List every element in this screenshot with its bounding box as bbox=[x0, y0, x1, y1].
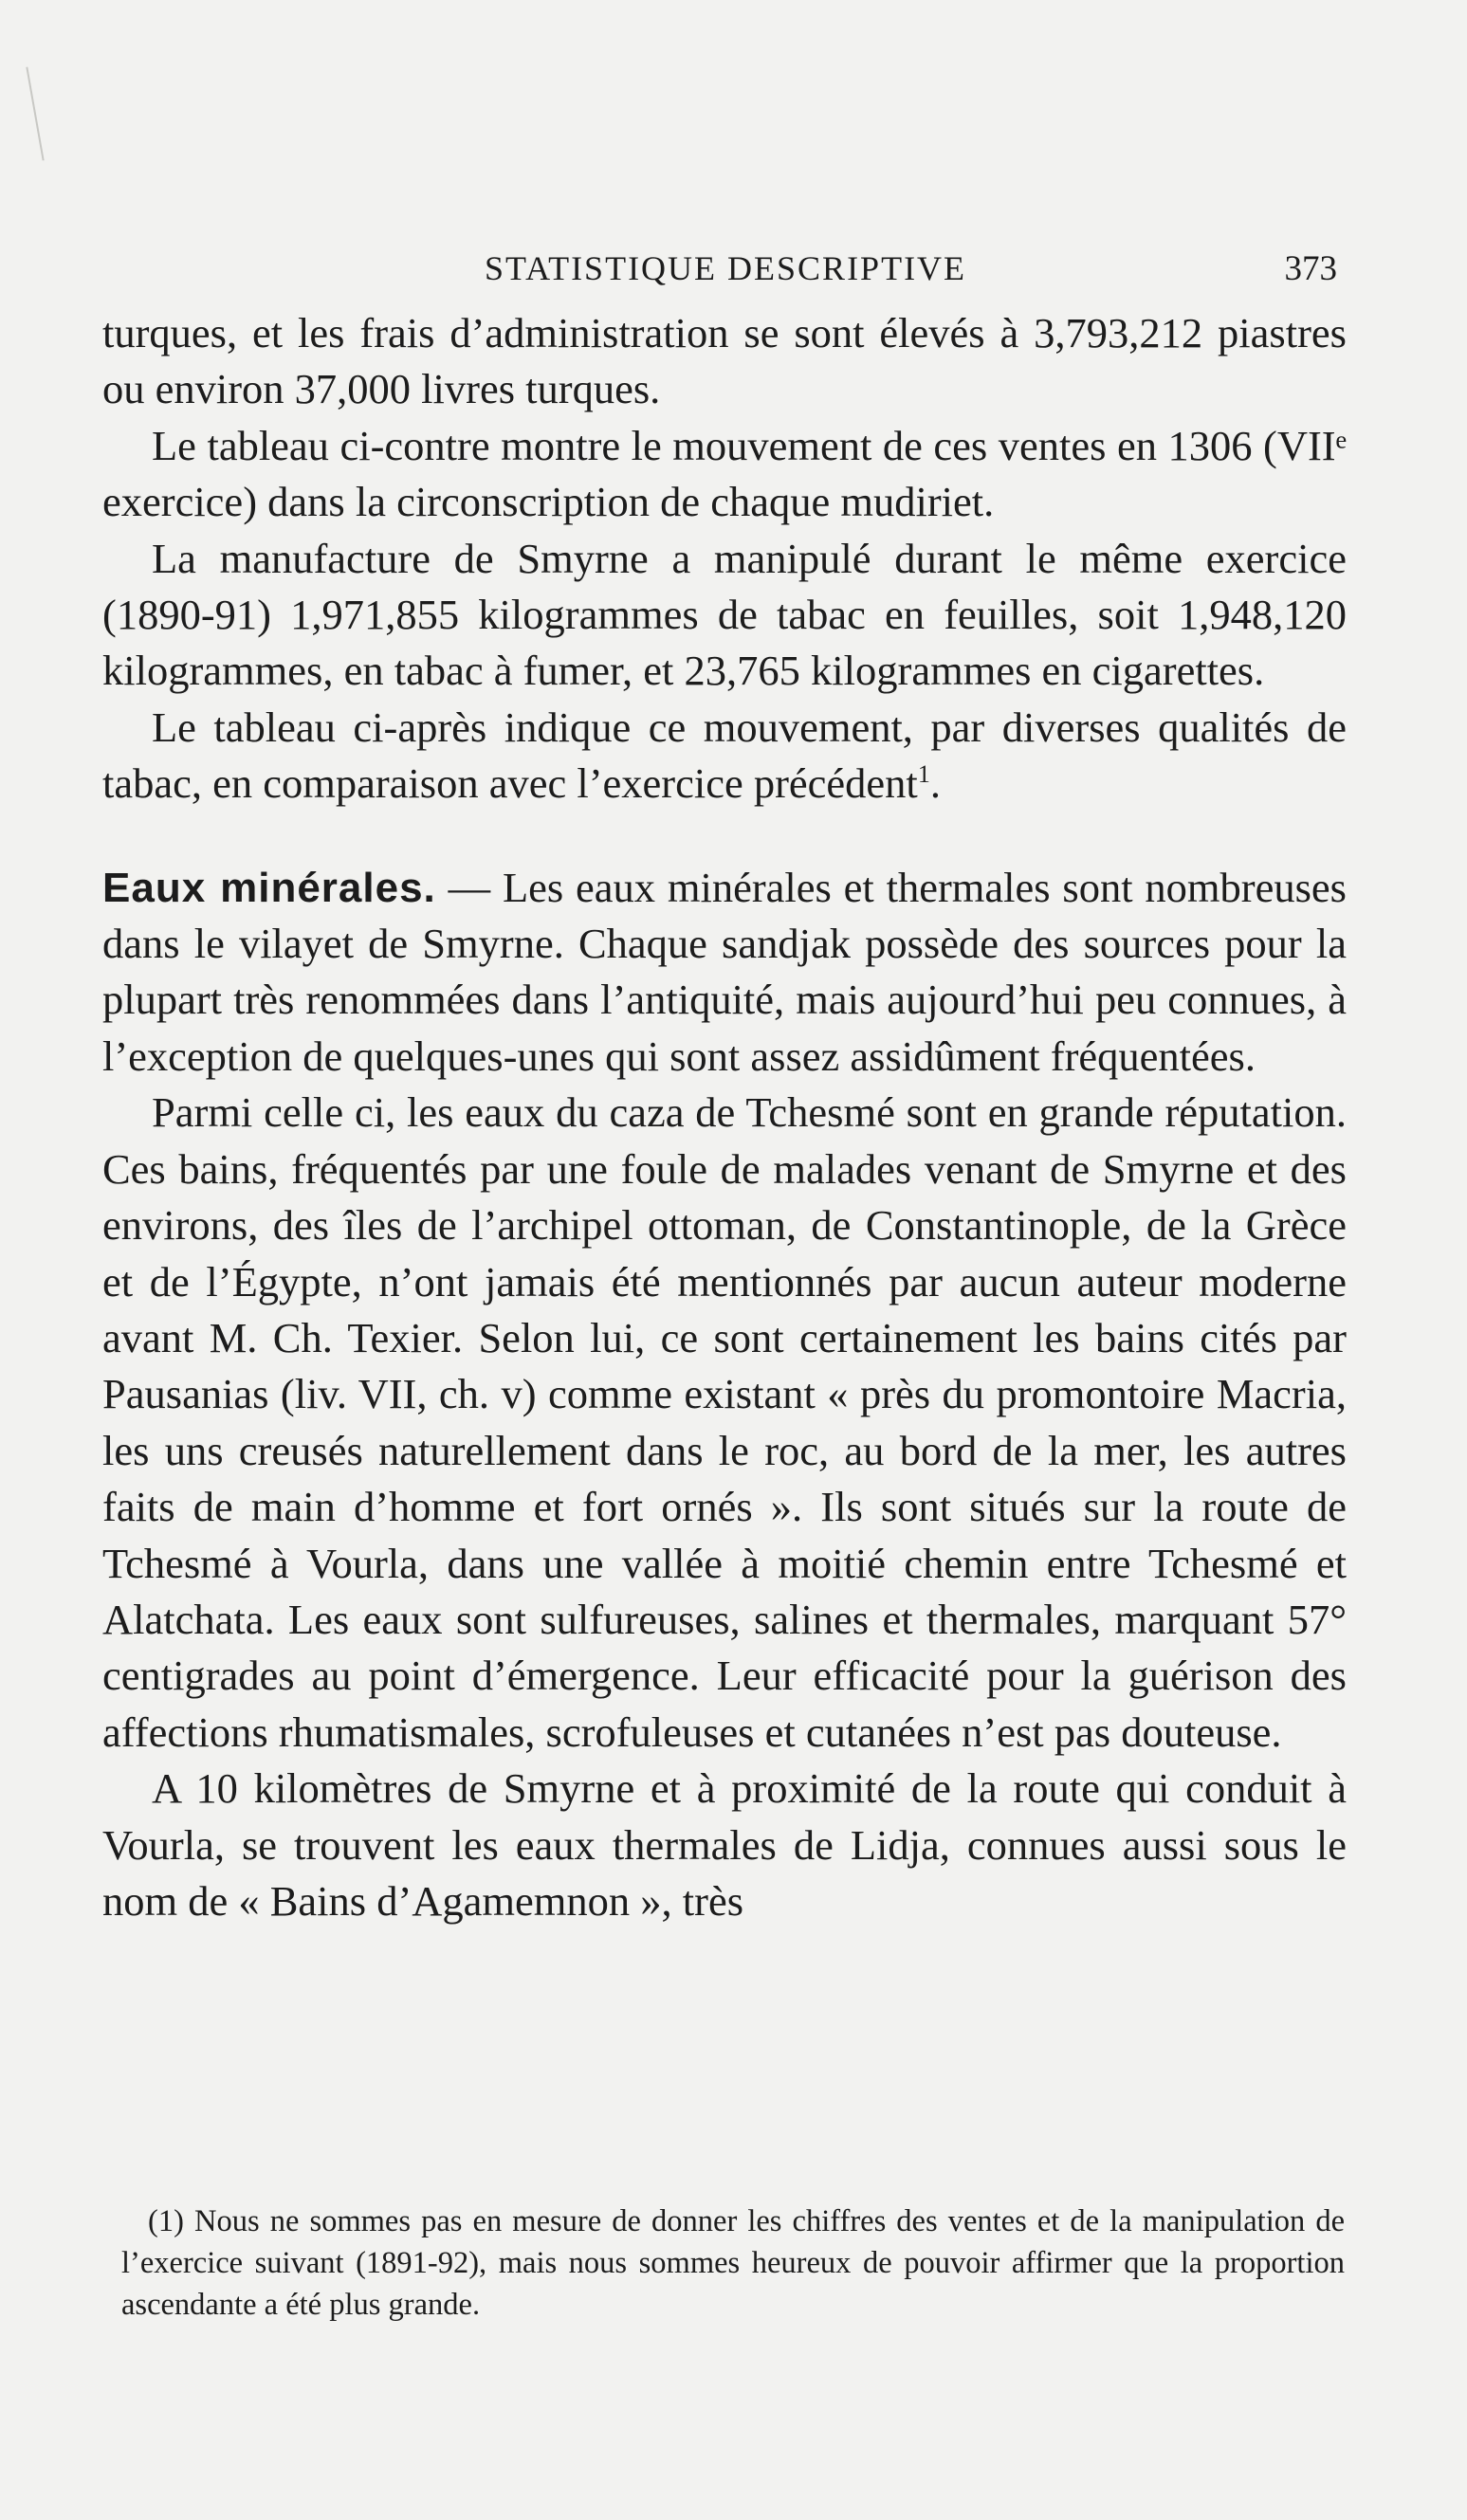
paragraph-5 bbox=[102, 860, 1347, 1086]
margin-mark bbox=[26, 67, 44, 161]
paragraph-5-text: — Les eaux minérales et thermales sont nombreuses dans le vilayet de Smyrne. Chaque sandjak possède des sources pour la plupart très renommées dans l’antiquité, mais aujourd’hui peu connues, à l’exception de quelques-unes qui sont assez assidûment fréquentées. bbox=[102, 863, 1347, 1080]
running-title: STATISTIQUE DESCRIPTIVE bbox=[484, 249, 967, 287]
page-number: 373 bbox=[1284, 249, 1337, 288]
body-text bbox=[102, 305, 1347, 1929]
running-head bbox=[104, 248, 1347, 296]
paragraph-6: Parmi celle ci, les eaux du caza de Tchesmé sont en grande réputation. Ces bains, fréquentés par une foule de malades venant de Smyrne et des environs, des îles de l’archipel ottoman, de Constantinople, de la Grèce et de l’Égypte, n’ont jamais été mentionnés par aucun auteur moderne avant M. Ch. Texier. Selon lui, ce sont certainement les bains cités par Pausanias (liv. VII, ch. v) comme existant « près du promontoire Macria, les uns creusés naturellement dans le roc, au bord de la mer, les autres faits de main d’homme et fort ornés ». Ils sont situés sur la route de Tchesmé à Vourla, dans une vallée à moitié chemin entre Tchesmé et Alatchata. Les eaux sont sulfureuses, salines et thermales, marquant 57° centigrades au point d’émergence. Leur efficacité pour la guérison des affections rhumatismales, scrofuleuses et cutanées n’est pas douteuse. bbox=[102, 1088, 1347, 1756]
paragraph-7: A 10 kilomètres de Smyrne et à proximité de la route qui conduit à Vourla, se trouvent les eaux thermales de Lidja, connues aussi sous le nom de « Bains d’Agamemnon », très bbox=[102, 1764, 1347, 1925]
paragraph-4 bbox=[102, 700, 1347, 813]
paragraph-4-end: . bbox=[929, 759, 941, 808]
footnote bbox=[121, 2200, 1345, 2326]
paragraph-2: Le tableau ci-contre montre le mouvement de ces ventes en 1306 (VIIᵉ exercice) dans la circonscription de chaque mudiriet. bbox=[102, 421, 1347, 526]
section-heading: Eaux minérales. bbox=[102, 864, 436, 911]
paragraph-1: turques, et les frais d’administration se sont élevés à 3,793,212 piastres ou environ 37,000 livres turques. bbox=[102, 309, 1347, 413]
footnote-reference: 1 bbox=[917, 760, 930, 789]
footnote-text: (1) Nous ne sommes pas en mesure de donner les chiffres des ventes et de la manipulation de l’exercice suivant (1891-92), mais nous sommes heureux de pouvoir affirmer que la proportion ascendante a été plus grande. bbox=[121, 2204, 1345, 2322]
paragraph-4-text: Le tableau ci-après indique ce mouvement, par diverses qualités de tabac, en comparaison avec l’exercice précédent bbox=[102, 703, 1347, 808]
paragraph-3: La manufacture de Smyrne a manipulé durant le même exercice (1890-91) 1,971,855 kilogrammes de tabac en feuilles, soit 1,948,120 kilogrammes, en tabac à fumer, et 23,765 kilogrammes en cigarettes. bbox=[102, 534, 1347, 695]
